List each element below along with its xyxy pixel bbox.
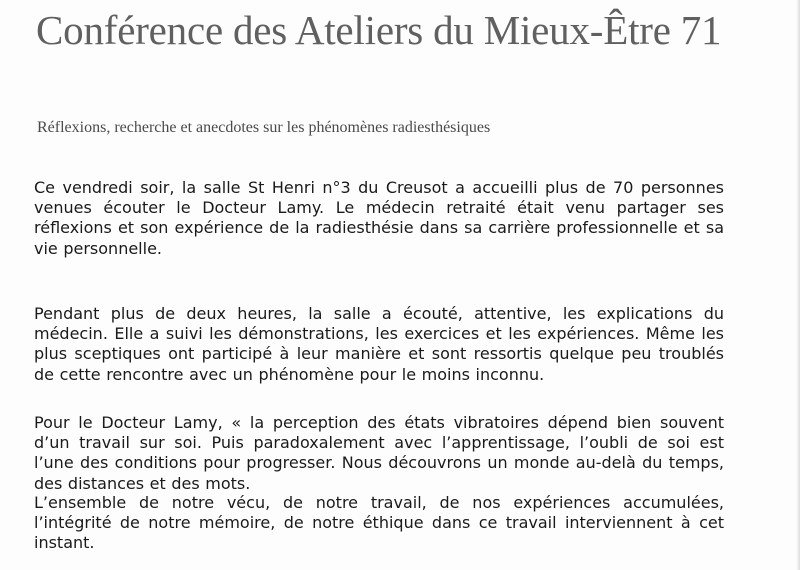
article-paragraph-1: Ce vendredi soir, la salle St Henri n°3 du Creusot a accueilli plus de 70 personnes venues écouter le Docteur Lamy. Le médecin retraité était venu partager ses réflexions et son expérience de la radiesthésie dans sa carrière professionnelle et sa vie personnelle. [34,178,724,258]
page-edge-shadow [796,0,800,570]
article-title: Conférence des Ateliers du Mieux-Être 71 [36,7,722,53]
article-paragraph-2: Pendant plus de deux heures, la salle a écouté, attentive, les explications du médecin. Elle a suivi les démonstrations, les exercices et les expériences. Même les plus sceptiques ont participé à leur manière et sont ressortis quelque peu troublés de cette rencontre avec un phénomène pour le moins inconnu. [34,304,724,384]
article-paragraph-3: Pour le Docteur Lamy, « la perception des états vibratoires dépend bien souvent d’un travail sur soi. Puis paradoxalement avec l’apprentissage, l’oubli de soi est l’une des conditions pour progresser. Nous découvrons un monde au-delà du temps, des distances et des mots. [34,413,724,493]
article-subtitle: Réflexions, recherche et anecdotes sur les phénomènes radiesthésiques [37,119,491,136]
article-paragraph-4: L’ensemble de notre vécu, de notre travail, de nos expériences accumulées, l’intégrité de notre mémoire, de notre éthique dans ce travail interviennent à cet instant. [34,493,724,553]
